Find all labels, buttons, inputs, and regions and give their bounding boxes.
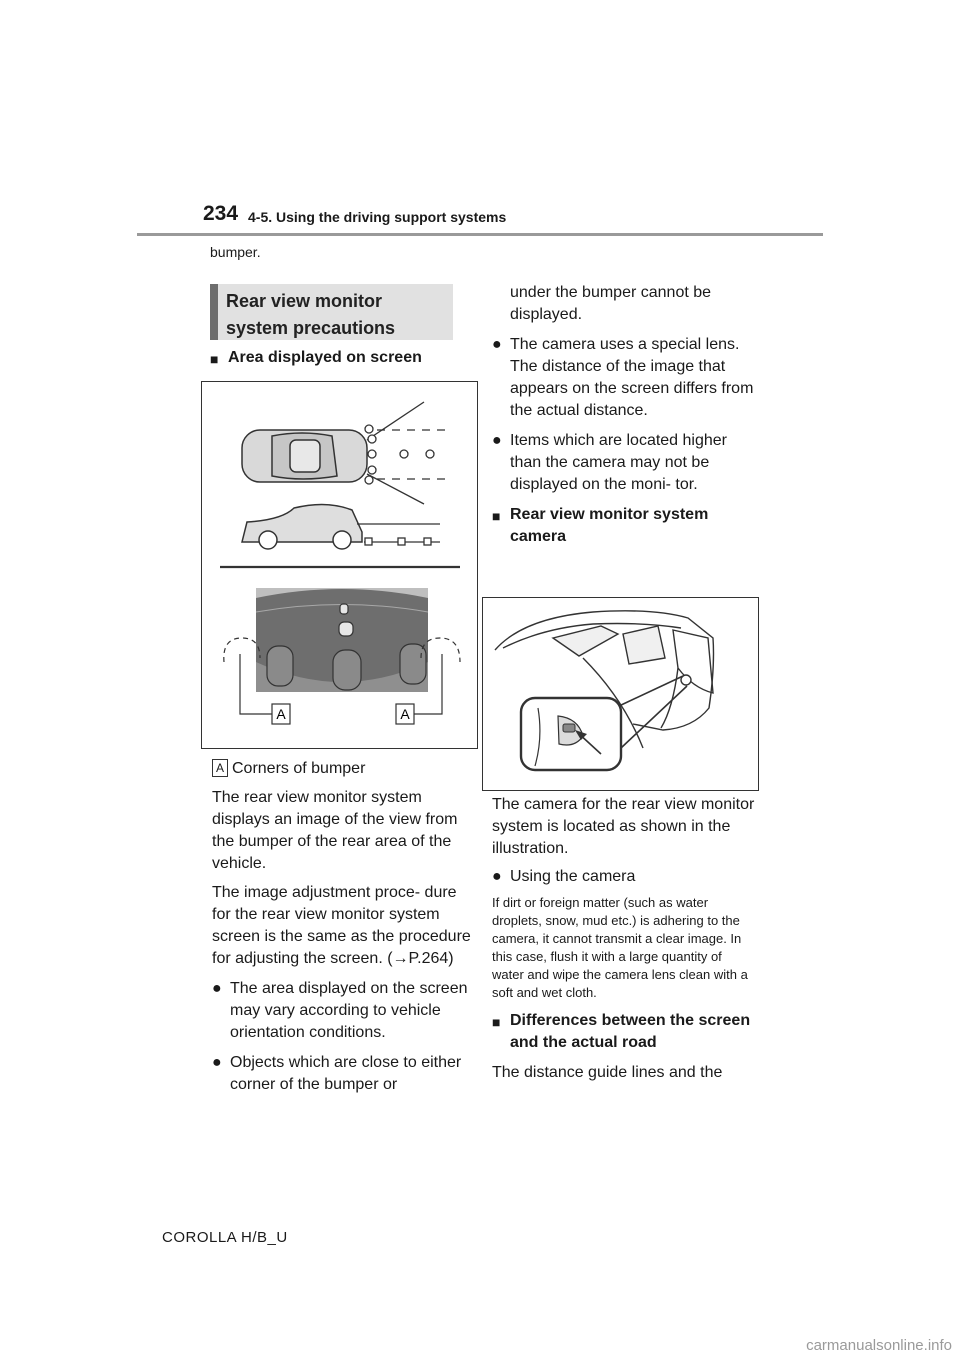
subheading-text: Differences between the screen and the actual road [510,1012,751,1051]
right-column-upper [492,282,760,548]
bullet-icon: ● [212,1054,222,1071]
screen-view [256,588,428,692]
bullet-text: Using the camera [510,868,636,885]
page-number: 234 [203,202,239,225]
camera-location-figure [482,597,759,791]
section-title: 4-5. Using the driving support systems [248,209,507,225]
callout-labels [272,704,414,724]
bullet-text: The area displayed on the screen may vary according to vehicle orientation conditions. [230,980,468,1041]
paragraph-display-description: The rear view monitor system displays an image of the view from the bumper of the rear area of the vehicle. [212,789,458,872]
subheading-differences [492,1010,762,1054]
bullet-icon: ● [492,336,502,353]
subheading-camera [492,504,760,548]
left-column [210,284,472,370]
bullet-using-camera [492,866,762,888]
subheading-text: Rear view monitor system camera [510,506,709,545]
left-column-lower [212,758,474,1096]
car-side-view [242,504,362,549]
callout-a-right: A [400,706,410,722]
bullet-area-varies [212,978,474,1044]
header-rule [137,233,823,236]
paragraph-camera-location: The camera for the rear view monitor system is located as shown in the illustration. [492,796,755,857]
subheading-text: Area displayed on screen [228,349,422,366]
square-bullet-icon: ■ [492,508,501,524]
bullet-text: The camera uses a special lens. The distance of the image that appears on the screen differs from the actual distance. [510,336,754,419]
area-display-figure [201,381,478,749]
bullet-items-higher [492,430,760,496]
continuation-text: bumper. [210,244,261,260]
continuation-paragraph: under the bumper cannot be displayed. [510,284,712,323]
callout-caption [212,758,474,780]
callout-a-left: A [276,706,286,722]
square-bullet-icon: ■ [210,351,219,367]
bullet-icon: ● [492,868,502,885]
zoom-connector [619,676,687,748]
square-bullet-icon: ■ [492,1014,501,1030]
right-column-lower [492,794,762,1084]
watermark: carmanualsonline.info [806,1337,952,1354]
callout-caption-text: Corners of bumper [232,760,366,777]
camera-cleaning-note: If dirt or foreign matter (such as water droplets, snow, mud etc.) is adhering to the camera, it cannot transmit a clear image. In this case, flush it with a large quantity of water and wipe the camera lens clean with a soft and wet cloth. [492,895,748,1000]
zoom-inset [521,698,621,770]
paragraph-image-adjustment: The image adjustment proce- dure for the rear view monitor system screen is the same as the procedure for adjusting the screen. (→P.264) [212,884,471,967]
bullet-special-lens [492,334,760,422]
bullet-text: Items which are located higher than the camera may not be displayed on the moni- tor. [510,432,727,493]
bullet-objects-close [212,1052,474,1096]
callout-a-label: A [212,759,228,777]
bullet-icon: ● [492,432,502,449]
bullet-text: Objects which are close to either corner of the bumper or [230,1054,462,1093]
area-display-illustration [202,382,477,748]
bullet-icon: ● [212,980,222,997]
subheading-area-displayed [210,347,472,370]
car-top-view [242,430,367,482]
section-heading: Rear view monitor system precautions [210,284,453,340]
footer-model-code: COROLLA H/B_U [162,1229,288,1246]
paragraph-distance-guide: The distance guide lines and the [492,1064,723,1081]
camera-location-illustration [483,598,758,790]
